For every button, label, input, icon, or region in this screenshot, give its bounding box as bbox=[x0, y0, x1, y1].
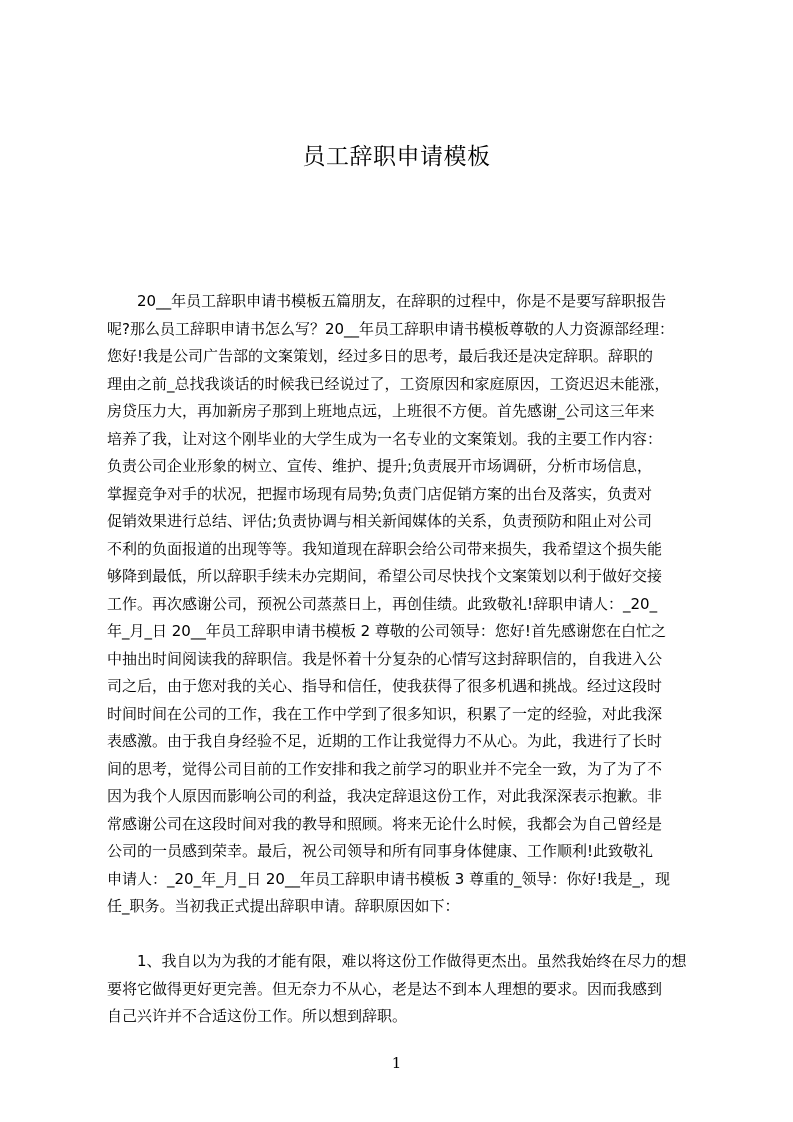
text-line: 20__年员工辞职申请书模板五篇朋友，在辞职的过程中，你是不是要写辞职报告 bbox=[137, 292, 667, 310]
text-line: 促销效果进行总结、评估;负责协调与相关新闻媒体的关系，负责预防和阻止对公司 bbox=[107, 512, 653, 530]
paragraph-2 bbox=[107, 948, 698, 1031]
text-line: 常感谢公司在这段时间对我的教导和照顾。将来无论什么时候，我都会为自己曾经是 bbox=[107, 814, 663, 833]
text-line: 表感激。由于我自身经验不足，近期的工作让我觉得力不从心。为此，我进行了长时 bbox=[107, 732, 663, 750]
page-number: 1 bbox=[391, 1054, 402, 1072]
document-body bbox=[107, 288, 698, 1031]
text-line: 自己兴许并不合适这份工作。所以想到辞职。 bbox=[107, 1007, 408, 1025]
text-line: 间的思考，觉得公司目前的工作安排和我之前学习的职业并不完全一致，为了为了不 bbox=[107, 759, 663, 778]
paragraph-gap bbox=[107, 921, 698, 949]
text-line: 您好!我是公司广告部的文案策划，经过多日的思考，最后我还是决定辞职。辞职的 bbox=[107, 347, 654, 365]
text-line: 负责公司企业形象的树立、宣传、维护、提升;负责展开市场调研，分析市场信息， bbox=[107, 457, 653, 475]
document-title: 员工辞职申请模板 bbox=[302, 144, 491, 170]
text-line: 中抽出时间阅读我的辞职信。我是怀着十分复杂的心情写这封辞职信的，自我进入公 bbox=[107, 649, 663, 668]
text-line: 因为我个人原因而影响公司的利益，我决定辞退这份工作，对此我深深表示抱歉。非 bbox=[107, 787, 663, 805]
text-line: 1、我自以为为我的才能有限，难以将这份工作做得更杰出。虽然我始终在尽力的想 bbox=[137, 952, 687, 970]
text-line: 呢?那么员工辞职申请书怎么写？20__年员工辞职申请书模板尊敬的人力资源部经理： bbox=[107, 319, 675, 338]
text-line: 够降到最低，所以辞职手续未办完期间，希望公司尽快找个文案策划以利于做好交接 bbox=[107, 567, 663, 585]
text-line: 年_月_日 20__年员工辞职申请书模板 2 尊敬的公司领导：您好!首先感谢您在白忙之 bbox=[107, 622, 666, 640]
text-line: 要将它做得更好更完善。但无奈力不从心，老是达不到本人理想的要求。因而我感到 bbox=[107, 979, 663, 998]
text-line: 培养了我，让对这个刚毕业的大学生成为一名专业的文案策划。我的主要工作内容： bbox=[107, 429, 663, 448]
text-line: 公司的一员感到荣幸。最后，祝公司领导和所有同事身体健康、工作顺利!此致敬礼 bbox=[107, 842, 654, 860]
text-line: 理由之前_总找我谈话的时候我已经说过了，工资原因和家庭原因，工资迟迟未能涨， bbox=[107, 374, 670, 393]
text-line: 任_职务。当初我正式提出辞职申请。辞职原因如下： bbox=[107, 897, 460, 915]
text-line: 掌握竞争对手的状况，把握市场现有局势;负责门店促销方案的出台及落实，负责对 bbox=[107, 484, 653, 503]
text-line: 司之后，由于您对我的关心、指导和信任，使我获得了很多机遇和挑战。经过这段时 bbox=[107, 677, 663, 695]
text-line: 时间时间在公司的工作，我在工作中学到了很多知识，积累了一定的经验，对此我深 bbox=[107, 704, 663, 723]
paragraph-1 bbox=[107, 288, 698, 921]
text-line: 工作。再次感谢公司，预祝公司蒸蒸日上，再创佳绩。此致敬礼!辞职申请人：_20_ bbox=[107, 594, 658, 613]
text-line: 申请人：_20_年_月_日 20__年员工辞职申请书模板 3 尊重的_领导：你好!我是_，现 bbox=[107, 869, 671, 888]
text-line: 房贷压力大，再加新房子那到上班地点远，上班很不方便。首先感谢_公司这三年来 bbox=[107, 402, 655, 420]
text-line: 不利的负面报道的出现等等。我知道现在辞职会给公司带来损失，我希望这个损失能 bbox=[107, 539, 663, 558]
